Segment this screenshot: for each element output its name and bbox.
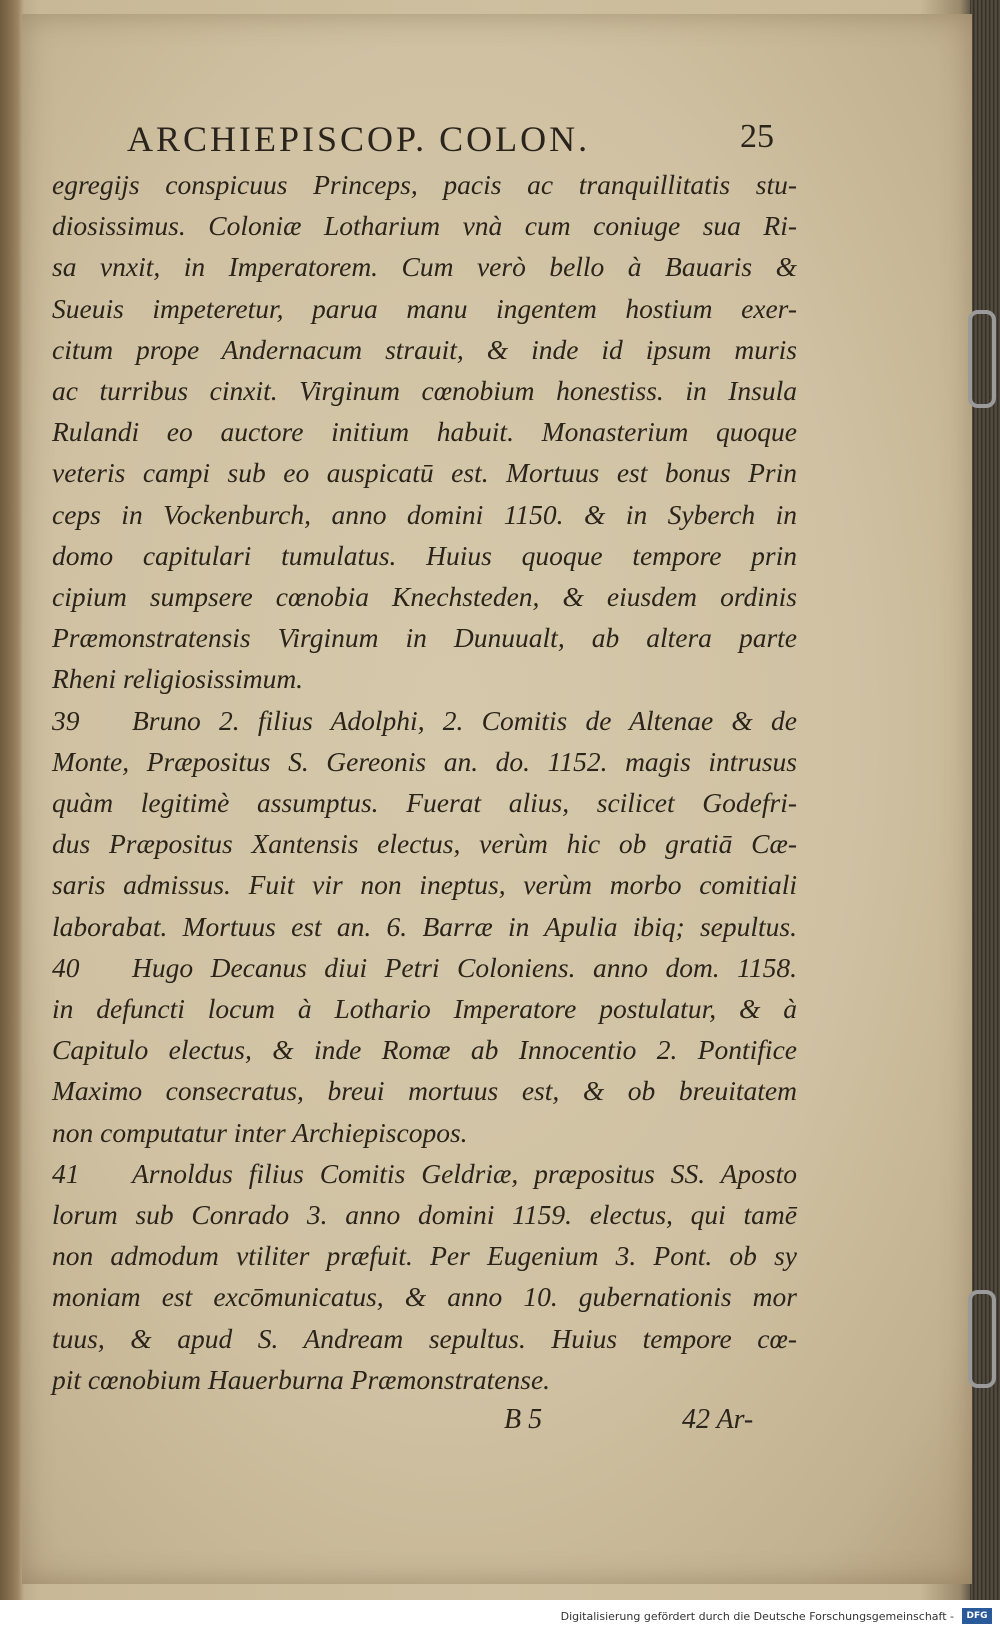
text-line: egregijs conspicuus Princeps, pacis ac tranquillitatis stu-: [52, 169, 797, 200]
entry-first-line: [52, 1153, 797, 1194]
text-line: sa vnxit, in Imperatorem. Cum verò bello à Bauaris &: [52, 251, 797, 283]
text-line: non admodum vtiliter præfuit. Per Eugenium 3. Pont. ob sy: [52, 1240, 797, 1272]
entry-first-line: [52, 947, 797, 988]
text-line: diosissimus. Coloniæ Lotharium vnà cum coniuge sua Ri-: [52, 210, 797, 242]
body-text: [52, 164, 797, 1400]
text-line: quàm legitimè assumptus. Fuerat alius, scilicet Godefri-: [52, 787, 797, 819]
text-line: Rulandi eo auctore initium habuit. Monasterium quoque: [52, 416, 797, 448]
text-line: tuus, & apud S. Andream sepultus. Huius tempore cœ-: [52, 1322, 797, 1354]
text-line: citum prope Andernacum strauit, & inde id ipsum muris: [52, 333, 797, 365]
entry-text: Bruno 2. filius Adolphi, 2. Comitis de Altenae & de: [132, 704, 797, 736]
signature-mark: B 5: [504, 1404, 543, 1435]
book-page: [22, 14, 972, 1584]
text-line: Sueuis impeteretur, parua manu ingentem hostium exer-: [52, 292, 797, 324]
text-line: cipium sumpsere cœnobia Knechsteden, & eiusdem ordinis: [52, 581, 797, 613]
text-line: veteris campi sub eo auspicatū est. Mortuus est bonus Prin: [52, 457, 797, 489]
entry-text: Arnoldus filius Comitis Geldriæ, præpositus SS. Aposto: [132, 1157, 797, 1189]
text-line: laborabat. Mortuus est an. 6. Barræ in Apulia ibiq; sepultus.: [52, 910, 797, 942]
folio-number: 25: [740, 118, 774, 155]
text-line: domo capitulari tumulatus. Huius quoque tempore prin: [52, 539, 797, 571]
text-line: saris admissus. Fuit vir non ineptus, verùm morbo comitiali: [52, 869, 797, 901]
entry-first-line: [52, 700, 797, 741]
text-line: Maximo consecratus, breui mortuus est, & ob breuitatem: [52, 1075, 797, 1107]
text-line: Capitulo electus, & inde Romæ ab Innocentio 2. Pontifice: [52, 1034, 797, 1066]
attribution-bar: [0, 1600, 1000, 1636]
entry-text: Hugo Decanus diui Petri Coloniens. anno dom. 1158.: [132, 951, 797, 983]
text-line: pit cœnobium Hauerburna Præmonstratense.: [52, 1363, 551, 1395]
page-footer: [22, 1404, 972, 1444]
text-line: Rheni religiosissimum.: [52, 663, 304, 695]
dfg-logo-icon: DFG: [962, 1608, 992, 1624]
text-line: ac turribus cinxit. Virginum cœnobium honestiss. in Insula: [52, 375, 797, 407]
page-clip-bottom: [968, 1290, 996, 1388]
text-line: dus Præpositus Xantensis electus, verùm hic ob gratiā Cæ-: [52, 828, 797, 860]
text-line: lorum sub Conrado 3. anno domini 1159. electus, qui tamē: [52, 1199, 797, 1231]
page-clip-top: [968, 310, 996, 408]
running-head: ARCHIEPISCOP. COLON.: [127, 119, 591, 159]
entry-number: 40: [52, 951, 80, 983]
text-line: in defuncti locum à Lothario Imperatore postulatur, & à: [52, 993, 797, 1025]
entry-number: 41: [52, 1157, 80, 1189]
text-line: ceps in Vockenburch, anno domini 1150. & in Syberch in: [52, 498, 797, 530]
attribution-text: Digitalisierung gefördert durch die Deutsche Forschungsgemeinschaft -: [560, 1610, 954, 1623]
page-header: [22, 118, 972, 168]
text-line: Præmonstratensis Virginum in Dunuualt, ab altera parte: [52, 622, 797, 654]
catchword: 42 Ar-: [682, 1404, 754, 1435]
text-line: Monte, Præpositus S. Gereonis an. do. 1152. magis intrusus: [52, 745, 797, 777]
entry-number: 39: [52, 704, 80, 736]
text-line: non computatur inter Archiepiscopos.: [52, 1116, 468, 1148]
text-line: moniam est excōmunicatus, & anno 10. gubernationis mor: [52, 1281, 797, 1313]
